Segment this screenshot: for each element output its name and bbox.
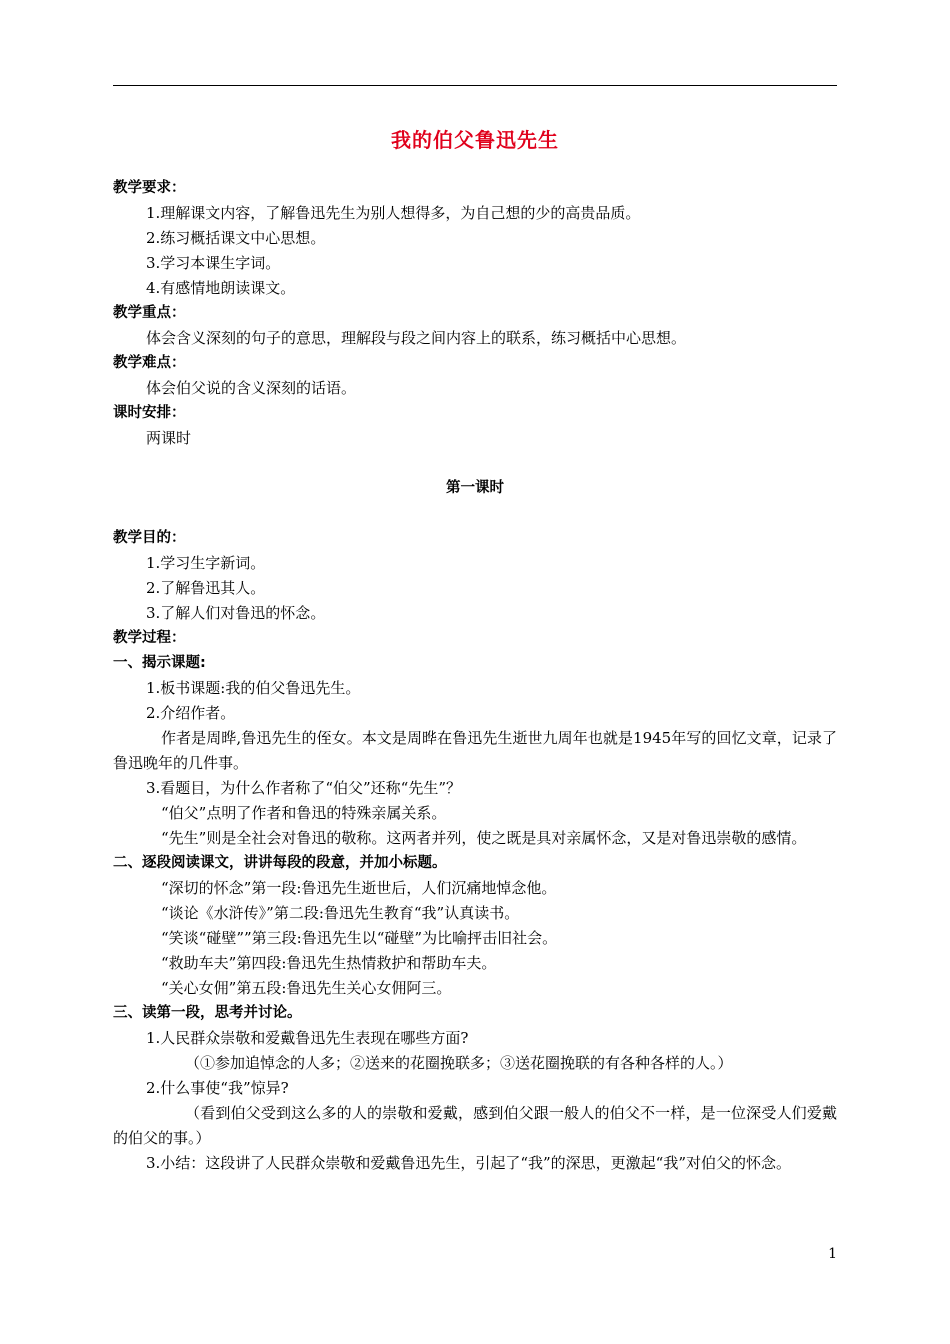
section3-heading: 三、读第一段，思考并讨论。 <box>113 1005 302 1021</box>
goal-heading: 教学目的： <box>113 530 186 546</box>
req-item-4: 4.有感情地朗读课文。 <box>146 279 296 297</box>
difficulty-heading: 教学难点： <box>113 355 186 371</box>
schedule-heading: 课时安排： <box>113 405 186 421</box>
focus-heading: 教学重点： <box>113 305 186 321</box>
xiansheng-explanation: “先生”则是全社会对鲁迅的敬称。这两者并列，使之既是具对亲属怀念，又是对鲁迅崇敬的感情。 <box>161 829 807 847</box>
section1-item-2: 2.介绍作者。 <box>146 704 236 722</box>
req-item-2: 2.练习概括课文中心思想。 <box>146 229 326 247</box>
answer-1: （①参加追悼念的人多；②送来的花圈挽联多；③送花圈挽联的有各种各样的人。） <box>185 1054 733 1072</box>
header-rule <box>113 85 837 86</box>
difficulty-text: 体会伯父说的含义深刻的话语。 <box>146 379 357 397</box>
section1-item-3: 3.看题目，为什么作者称了“伯父”还称“先生”？ <box>146 779 461 797</box>
schedule-text: 两课时 <box>146 429 192 447</box>
page-number: 1 <box>828 1246 837 1262</box>
section1-heading: 一、揭示课题: <box>113 655 206 671</box>
section2-heading: 二、逐段阅读课文，讲讲每段的段意，并加小标题。 <box>113 855 447 871</box>
author-paragraph: 作者是周晔,鲁迅先生的侄女。本文是周晔在鲁迅先生逝世九周年也就是1945年写的回忆文章，记录了鲁迅晚年的几件事。 <box>113 729 837 772</box>
goal-item-1: 1.学习生字新词。 <box>146 554 266 572</box>
document-title: 我的伯父鲁迅先生 <box>391 128 559 152</box>
subtitle-item-2: “谈论《水浒传》”第二段:鲁迅先生教育“我”认真读书。 <box>161 904 520 922</box>
document-body <box>113 176 837 1176</box>
subtitle-item-4: “救助车夫”第四段:鲁迅先生热情救护和帮助车夫。 <box>161 954 497 972</box>
bofu-explanation: “伯父”点明了作者和鲁迅的特殊亲属关系。 <box>161 804 447 822</box>
question-1: 1.人民群众崇敬和爱戴鲁迅先生表现在哪些方面? <box>146 1029 469 1047</box>
focus-text: 体会含义深刻的句子的意思，理解段与段之间内容上的联系，练习概括中心思想。 <box>146 329 687 347</box>
section1-item-1: 1.板书课题:我的伯父鲁迅先生。 <box>146 679 361 697</box>
subtitle-item-5: “关心女佣”第五段:鲁迅先生关心女佣阿三。 <box>161 979 452 997</box>
subtitle-item-3: “笑谈“碰壁””第三段:鲁迅先生以“碰壁”为比喻抨击旧社会。 <box>161 929 558 947</box>
process-heading: 教学过程： <box>113 630 186 646</box>
goal-item-2: 2.了解鲁迅其人。 <box>146 579 266 597</box>
answer-2: （看到伯父受到这么多的人的崇敬和爱戴，感到伯父跟一般人的伯父不一样，是一位深受人们爱戴的伯父的事。） <box>113 1104 837 1147</box>
req-heading: 教学要求： <box>113 180 186 196</box>
summary: 3.小结：这段讲了人民群众崇敬和爱戴鲁迅先生，引起了“我”的深思，更激起“我”对伯父的怀念。 <box>146 1154 791 1172</box>
req-item-1: 1.理解课文内容，了解鲁迅先生为别人想得多，为自己想的少的高贵品质。 <box>146 204 641 222</box>
question-2: 2.什么事使“我”惊异? <box>146 1079 289 1097</box>
subtitle-item-1: “深切的怀念”第一段:鲁迅先生逝世后，人们沉痛地悼念他。 <box>161 879 557 897</box>
goal-item-3: 3.了解人们对鲁迅的怀念。 <box>146 604 326 622</box>
lesson1-title: 第一课时 <box>446 480 504 496</box>
req-item-3: 3.学习本课生字词。 <box>146 254 281 272</box>
